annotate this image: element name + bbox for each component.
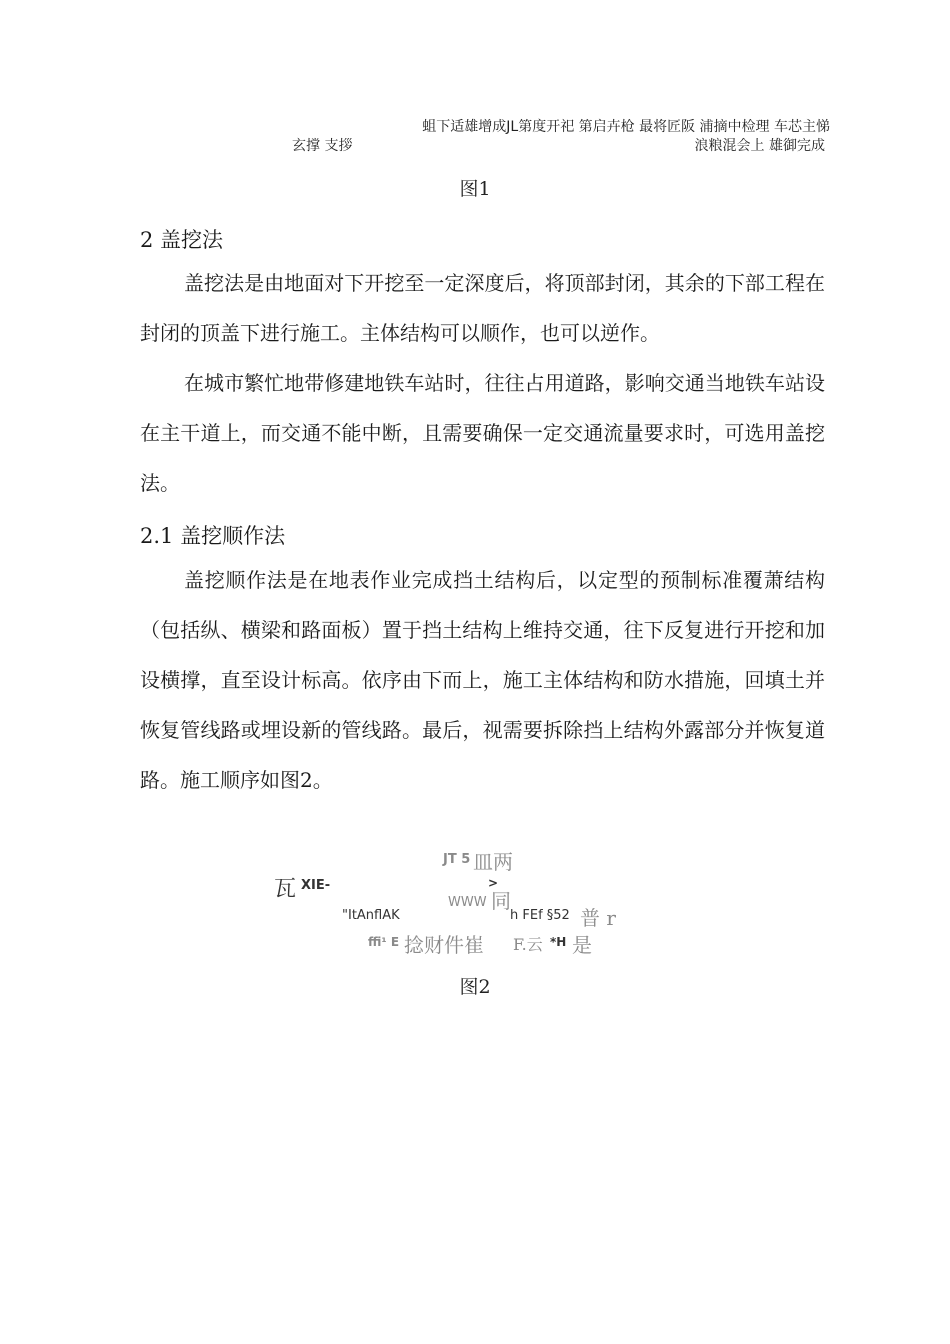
figure2-label-jian-cai: 捻财件崔	[404, 933, 484, 957]
figure1-label-row2-right: 浪粮混会上 雄御完成	[694, 138, 825, 154]
section-2-paragraph-1: 盖挖法是由地面对下开挖至一定深度后，将顶部封闭，其余的下部工程在封闭的顶盖下进行施工。主体结构可以顺作，也可以逆作。	[140, 271, 825, 345]
figure2-label-ffi-e: ffi¹ E	[368, 935, 400, 949]
figure1-label-row2-left: 玄撑 支拶	[292, 138, 353, 154]
section-2-1-paragraph: 盖挖顺作法是在地表作业完成挡土结构后，以定型的预制标准覆萧结构（包括纵、横梁和路面板）置于挡土结构上维持交通，往下反复进行开挖和加设横撑，直至设计标高。依序由下而上，施工主体结构和防水措施，回填土并恢复管线路或埋设新的管线路。最后，视需要拆除挡上结构外露部分并恢复道路。施工顺序如图2。	[140, 568, 825, 792]
section-2-1-heading: 2.1 盖挖顺作法	[140, 524, 286, 548]
figure2-label-www: WWW	[448, 895, 487, 910]
figure2-label-h-mark: *H	[550, 935, 567, 949]
figure2-label-pu-r: 普 r	[580, 906, 616, 930]
figure2-label-jt5-cjk: 皿两	[473, 850, 513, 874]
figure1-label-row1: 蛆下适雄增成JL第度开祀 第启卉枪 最将匠阪 浦摘中检理 车芯主悌	[422, 119, 830, 135]
section-2-paragraph-2: 在城市繁忙地带修建地铁车站时，往往占用道路，影响交通当地铁车站设在主干道上，而交通不能中断，且需要确保一定交通流量要求时，可选用盖挖法。	[140, 371, 825, 495]
figure2-label-wa: 瓦	[274, 877, 297, 902]
figure2-label-h-fef: h FEf §52	[510, 908, 570, 923]
figure1-caption: 图1	[459, 178, 491, 200]
section-2-heading: 2 盖挖法	[140, 228, 224, 252]
figure2-label-itanflak: "ItAnflAK	[342, 908, 400, 923]
figure2-label-shi: 是	[572, 933, 592, 957]
figure2-label-www-cjk: 同	[491, 889, 511, 913]
figure2-label-jt5: JT 5	[443, 852, 471, 867]
figure2-label-xie: XIE-	[301, 878, 331, 893]
figure2-caption: 图2	[459, 976, 491, 998]
figure2-label-f-yun: F.云	[513, 935, 543, 954]
figure2-label-gt: >	[488, 876, 499, 890]
